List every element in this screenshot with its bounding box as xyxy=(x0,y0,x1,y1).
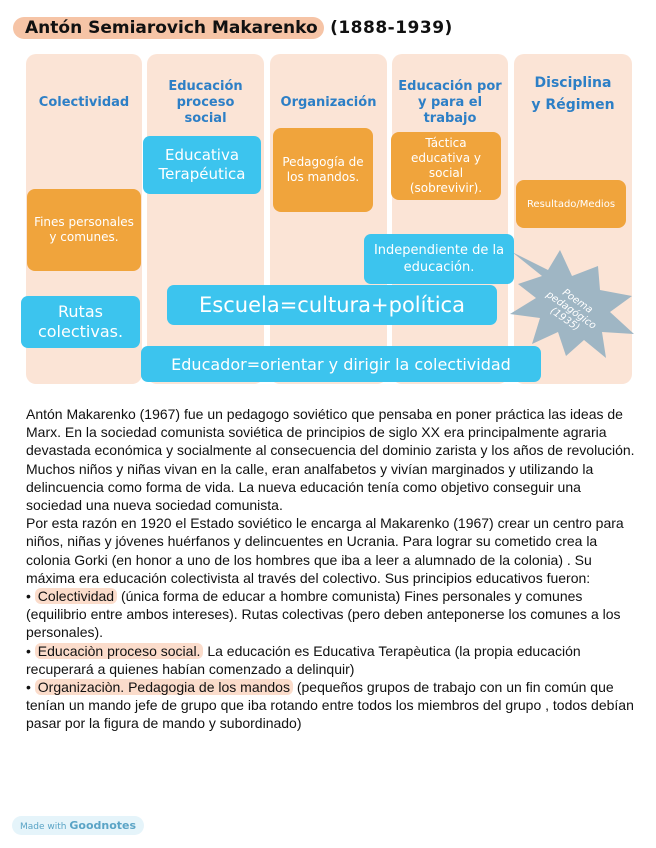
box-independiente: Independiente de la educación. xyxy=(364,234,514,284)
title-dates: (1888-1939) xyxy=(323,18,453,38)
box-resultado: Resultado/Medios xyxy=(516,180,626,228)
heading-colectividad: Colectividad xyxy=(38,95,130,110)
brand-label: Goodnotes xyxy=(69,819,137,832)
paragraph-colonia: Por esta razón en 1920 el Estado soviético le encarga al Makarenko (1967) crear un centro para niños, niñas y jóvenes huérfanos y delincuentes en Ucrania. Para lograr su cometido crea la colonia Gorki (en honor a uno de los hombres que iba a leer a alumnado de la colonia) . Su máxima era educación colectivista al través del colectivo. Sus principios educativos fueron: xyxy=(26,515,624,586)
concept-diagram xyxy=(0,0,656,400)
body-text xyxy=(26,405,638,733)
box-educador: Educador=orientar y dirigir la colectividad xyxy=(141,346,541,382)
box-tactica: Táctica educativa y social (sobrevivir). xyxy=(391,132,501,200)
bullet-colectividad xyxy=(26,587,638,642)
bullet-text: La educación es Educativa Terapèutica (la propia educación recuperará a quienes habían comenzado a delinquir) xyxy=(26,642,581,677)
box-pedagogia: Pedagogía de los mandos. xyxy=(273,128,373,212)
highlight-organizacion: Organizaciòn. Pedagogia de los mandos xyxy=(35,679,293,695)
bullet-educacion-social xyxy=(26,642,638,678)
bullet-organizacion xyxy=(26,678,638,733)
heading-educacion-social: Educación proceso social xyxy=(168,79,243,126)
bullet-text: (única forma de educar a hombre comunista) Fines personales y comunes (equilibrio entre ambos intereses). Rutas colectivas (pero deben anteponerse los comunes a los personales). xyxy=(26,588,621,641)
title-name: Antón Semiarovich Makarenko xyxy=(13,17,324,39)
made-with-badge xyxy=(12,816,144,835)
highlight-colectividad: Colectividad xyxy=(35,588,117,604)
box-escuela: Escuela=cultura+política xyxy=(167,285,497,325)
box-educativa: Educativa Terapéutica xyxy=(143,136,261,194)
bullet-marker: • xyxy=(26,588,35,605)
bullet-marker: • xyxy=(26,679,35,696)
heading-disciplina: Disciplina y Régimen xyxy=(531,75,615,113)
box-fines: Fines personales y comunes. xyxy=(27,189,141,271)
heading-trabajo: Educación por y para el trabajo xyxy=(398,79,502,126)
highlight-educacion-social: Educaciòn proceso social. xyxy=(35,643,204,659)
poema-text: Poema pedagógico (1935) xyxy=(544,287,598,334)
box-rutas: Rutas colectivas. xyxy=(21,296,140,348)
bullet-marker: • xyxy=(26,642,35,659)
paragraph-intro: Antón Makarenko (1967) fue un pedagogo soviético que pensaba en poner práctica las ideas de Marx. En la sociedad comunista soviética de principios de siglo XX era principalmente agraria devastada económica y socialmente al consecuencia del dominio zarista y los años de revolución. Muchos niños y niñas vivan en la calle, eran analfabetos y vivían marginados y utilizando la delincuencia como forma de vida. La nueva educación tenía como objetivo conseguir una sociedad una nueva sociedad comunista. xyxy=(26,406,635,514)
heading-organizacion: Organización xyxy=(280,95,377,110)
bullet-text: (pequeños grupos de trabajo con un fin común que tenían un mando jefe de grupo que iba rotando entre todos los miembros del grupo , todos debían pasar por la figura de mando y subordinado) xyxy=(26,679,634,732)
made-with-label: Made with xyxy=(20,822,67,832)
